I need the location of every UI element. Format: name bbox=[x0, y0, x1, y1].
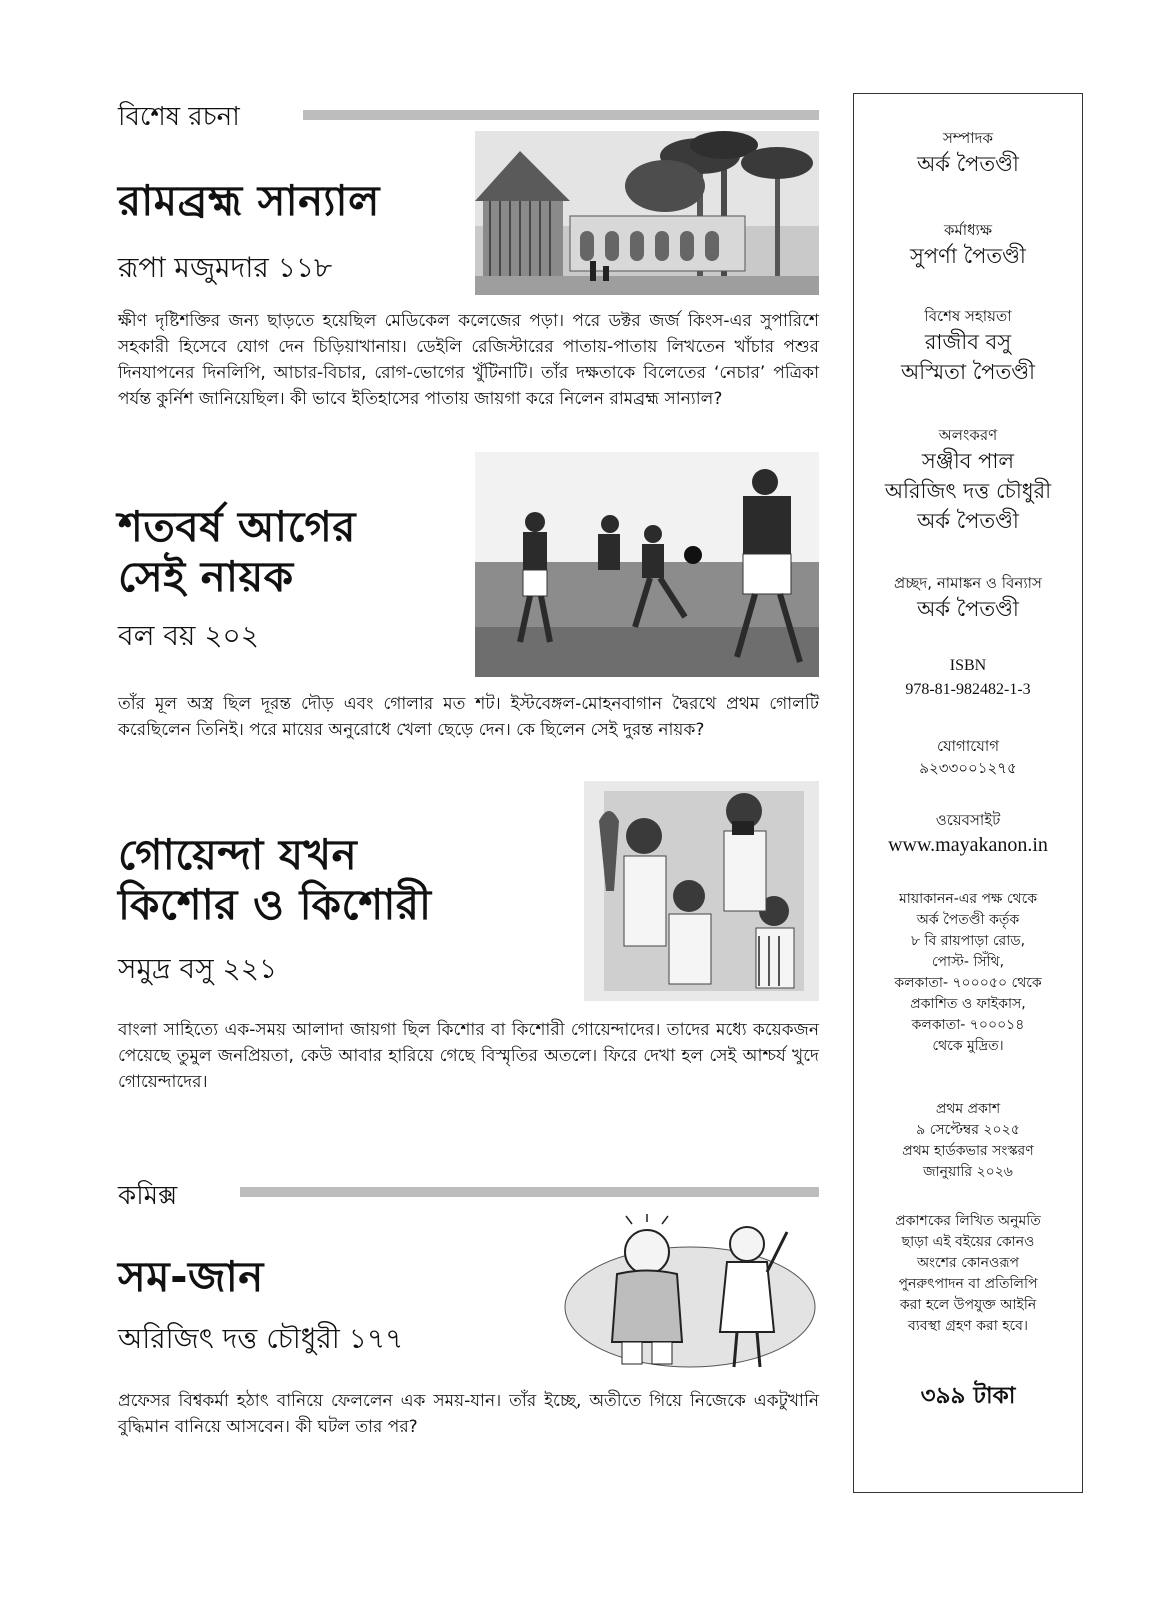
rights-line: করা হলে উপযুক্ত আইনি bbox=[899, 1297, 1037, 1313]
publisher-line: পোস্ট- সিঁথি, bbox=[931, 954, 1005, 970]
help-name: রাজীব বসু bbox=[924, 330, 1012, 354]
article-blurb-2: তাঁর মূল অস্ত্র ছিল দূরন্ত দৌড় এবং গোলার মত শট। ইস্টবেঙ্গল-মোহনবাগান দ্বৈরথে প্রথম গোলটি করেছিলেন তিনিই। পরে মায়ের অনুরোধে খেলা ছেড়ে দেন। কে ছিলেন সেই দুরন্ত নায়ক? bbox=[118, 694, 819, 740]
cover-name: অর্ক পৈতণ্ডী bbox=[917, 597, 1019, 621]
edition-line: জানুয়ারি ২০২৬ bbox=[923, 1164, 1013, 1180]
publisher-line: কলকাতা- ৭০০০১৪ bbox=[911, 1017, 1025, 1033]
illustrator-name: সঞ্জীব পাল bbox=[921, 449, 1015, 473]
price-block bbox=[854, 1381, 1082, 1411]
isbn-label: ISBN bbox=[949, 657, 987, 674]
manager-name: সুপর্ণা পৈতণ্ডী bbox=[910, 244, 1026, 268]
help-block bbox=[854, 305, 1082, 387]
article-title-line: শতবর্ষ আগের bbox=[118, 502, 357, 551]
contact-block bbox=[854, 735, 1082, 779]
rights-line: পুনরুৎপাদন বা প্রতিলিপি bbox=[898, 1276, 1038, 1292]
edition-line: প্রথম হার্ডকভার সংস্করণ bbox=[902, 1143, 1034, 1159]
article-title-1[interactable] bbox=[118, 176, 380, 226]
colophon-sidebar bbox=[853, 93, 1083, 1493]
section-label-comics: কমিক্স bbox=[118, 1181, 178, 1211]
publisher-line: থেকে মুদ্রিত। bbox=[932, 1038, 1004, 1054]
publisher-line: মায়াকানন-এর পক্ষ থেকে bbox=[898, 891, 1038, 907]
contact-label: যোগাযোগ bbox=[936, 737, 1000, 755]
article-title-line: রামব্রহ্ম সান্যাল bbox=[118, 176, 380, 225]
edition-line: প্রথম প্রকাশ bbox=[935, 1101, 1001, 1117]
edition-line: ৯ সেপ্টেম্বর ২০২৫ bbox=[916, 1122, 1020, 1138]
editor-block bbox=[854, 127, 1082, 179]
article-blurb-1: ক্ষীণ দৃষ্টিশক্তির জন্য ছাড়তে হয়েছিল মেডিকেল কলেজের পড়া। পরে ডক্টর জর্জ কিংস-এর সুপারিশে সহকারী হিসেবে যোগ দেন চিড়িয়াখানায়। ডেইলি রেজিস্টারের পাতায়-পাতায় লিখতেন খাঁচার পশুর দিনযাপনের দিনলিপি, আচার-বিচার, রোগ-ভোগের খুঁটিনাটি। তাঁর দক্ষতাকে বিলেতের ‘নেচার’ পত্রিকা পর্যন্ত কুর্নিশ জানিয়েছিল। কী ভাবে ইতিহাসের পাতায় জায়গা করে নিলেন রামব্রহ্ম সান্যাল? bbox=[118, 311, 819, 409]
article-title-line: সেই নায়ক bbox=[118, 552, 294, 602]
football-photo bbox=[475, 452, 819, 677]
website-link[interactable]: www.mayakanon.in bbox=[888, 834, 1048, 856]
article-title-2[interactable] bbox=[118, 502, 356, 603]
cover-block bbox=[854, 572, 1082, 624]
zoo-photo bbox=[475, 131, 819, 295]
article-title-4[interactable] bbox=[118, 1252, 264, 1302]
article-title-line: সম-জান bbox=[118, 1252, 264, 1301]
illustrator-name: অর্ক পৈতণ্ডী bbox=[917, 509, 1019, 533]
article-blurb-3: বাংলা সাহিত্যে এক-সময় আলাদা জায়গা ছিল কিশোর বা কিশোরী গোয়েন্দাদের। তাদের মধ্যে কয়েকজন পেয়েছে তুমুল জনপ্রিয়তা, কেউ আবার হারিয়ে গেছে বিস্মৃতির অতলে। ফিরে দেখা হল সেই আশ্চর্য খুদে গোয়েন্দাদের। bbox=[118, 1020, 819, 1092]
article-byline-1: রূপা মজুমদার ১১৮ bbox=[118, 251, 333, 284]
manager-label: কর্মাধ্যক্ষ bbox=[943, 221, 993, 239]
isbn-block bbox=[854, 654, 1082, 702]
publisher-line: প্রকাশিত ও ফাইকাস, bbox=[910, 996, 1026, 1012]
rights-line: ছাড়া এই বইয়ের কোনও bbox=[901, 1234, 1035, 1250]
detectives-illustration bbox=[584, 781, 819, 1001]
help-label: বিশেষ সহায়তা bbox=[924, 307, 1012, 325]
cover-label: প্রচ্ছদ, নামাঙ্কন ও বিন্যাস bbox=[894, 574, 1042, 592]
publisher-line: ৮ বি রায়পাড়া রোড, bbox=[910, 933, 1026, 949]
rights-line: ব্যবস্থা গ্রহণ করা হবে। bbox=[908, 1318, 1028, 1334]
article-byline-3: সমুদ্র বসু ২২১ bbox=[118, 952, 278, 985]
rights-line: অংশের কোনওরূপ bbox=[916, 1255, 1020, 1271]
article-title-line: কিশোর ও কিশোরী bbox=[118, 880, 432, 930]
contact-value: ৯২৩৩০০১২৭৫ bbox=[919, 759, 1017, 777]
manager-block bbox=[854, 219, 1082, 271]
section-label-special: বিশেষ রচনা bbox=[118, 102, 240, 132]
illustrator-name: অরিজিৎ দত্ত চৌধুরী bbox=[884, 479, 1052, 503]
edition-block bbox=[854, 1099, 1082, 1183]
publisher-line: কলকাতা- ৭০০০৫০ থেকে bbox=[894, 975, 1042, 991]
website-label: ওয়েবসাইট bbox=[935, 811, 1001, 829]
publisher-block bbox=[854, 889, 1082, 1057]
section-rule bbox=[303, 110, 819, 120]
article-byline-4: অরিজিৎ দত্ত চৌধুরী ১৭৭ bbox=[118, 1322, 404, 1355]
section-rule bbox=[240, 1187, 819, 1197]
article-title-3[interactable] bbox=[118, 830, 432, 931]
rights-line: প্রকাশকের লিখিত অনুমতি bbox=[895, 1213, 1041, 1229]
help-name: অস্মিতা পৈতণ্ডী bbox=[900, 360, 1036, 384]
rights-block bbox=[854, 1211, 1082, 1337]
isbn-value: 978-81-982482-1-3 bbox=[905, 681, 1031, 698]
illustration-label: অলংকরণ bbox=[938, 426, 998, 444]
price: ৩৯৯ টাকা bbox=[920, 1383, 1016, 1409]
article-byline-2: বল বয় ২০২ bbox=[118, 619, 259, 652]
article-title-line: গোয়েন্দা যখন bbox=[118, 830, 358, 879]
website-block bbox=[854, 809, 1082, 859]
editor-name: অর্ক পৈতণ্ডী bbox=[917, 152, 1019, 176]
illustration-block bbox=[854, 424, 1082, 536]
comics-illustration bbox=[562, 1212, 819, 1372]
publisher-line: অর্ক পৈতণ্ডী কর্তৃক bbox=[916, 912, 1020, 928]
editor-label: সম্পাদক bbox=[942, 129, 993, 147]
article-blurb-4: প্রফেসর বিশ্বকর্মা হঠাৎ বানিয়ে ফেললেন এক সময়-যান। তাঁর ইচ্ছে, অতীতে গিয়ে নিজেকে একটুখানি বুদ্ধিমান বানিয়ে আসবেন। কী ঘটল তার পর? bbox=[118, 1391, 819, 1437]
